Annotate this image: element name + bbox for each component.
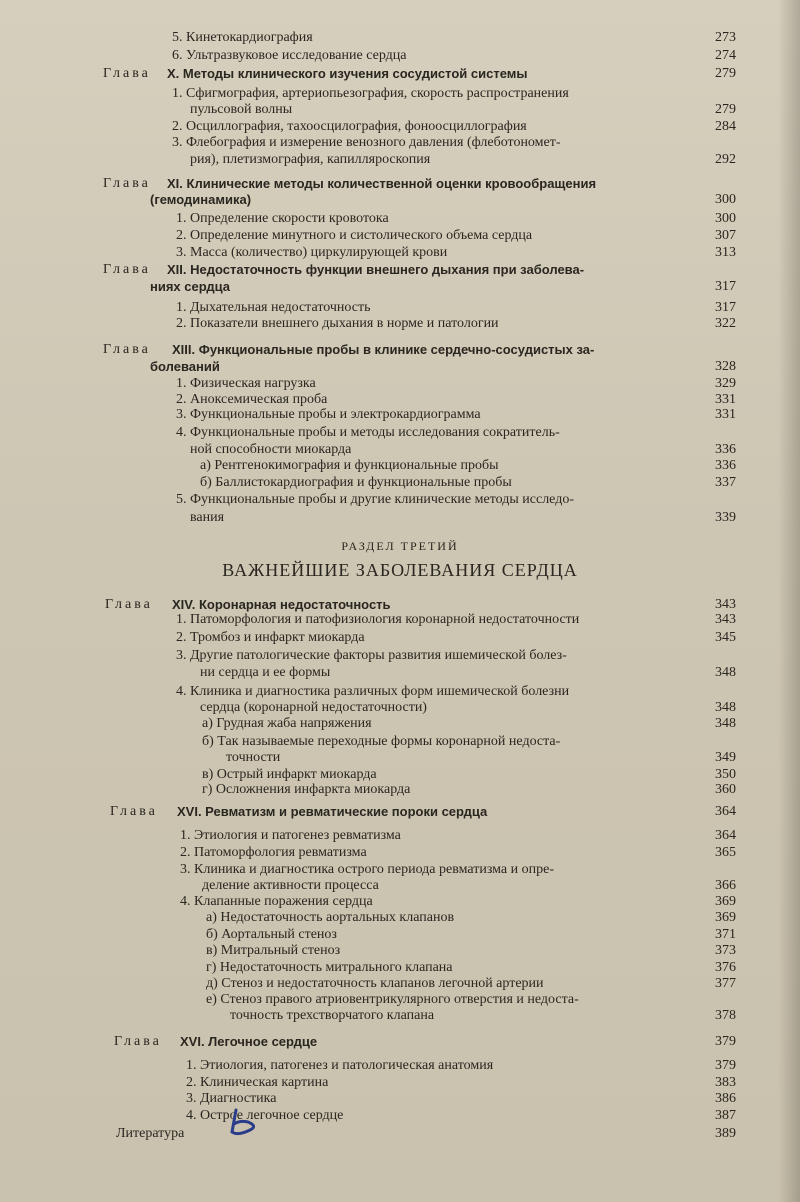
toc-line-text: рия), плетизмография, капилляроскопия: [190, 152, 431, 167]
toc-line-text: деление активности процесса: [202, 878, 379, 893]
toc-line-text: 1. Определение скорости кровотока: [176, 211, 389, 226]
toc-line-text: в) Митральный стеноз: [206, 943, 341, 958]
toc-line-text: а) Рентгенокимография и функциональные пробы: [200, 458, 499, 473]
toc-chapter-lead: Глава: [103, 262, 151, 277]
section-title: ВАЖНЕЙШИЕ ЗАБОЛЕВАНИЯ СЕРДЦА: [222, 560, 578, 580]
toc-line-text: б) Баллистокардиография и функциональные пробы: [200, 475, 512, 490]
toc-line-page: 386: [715, 1091, 736, 1106]
ink-mark-icon: [228, 1108, 268, 1138]
toc-line-text: 6. Ультразвуковое исследование сердца: [172, 48, 407, 63]
toc-chapter-title: XII. Недостаточность функции внешнего дыхания при заболева-: [167, 262, 585, 277]
toc-line-page: 343: [715, 597, 736, 612]
toc-chapter-lead: Глава: [105, 597, 153, 612]
toc-line-page: 339: [715, 510, 736, 525]
toc-line-page: 307: [715, 228, 736, 243]
toc-line-text: 1. Этиология, патогенез и патологическая анатомия: [186, 1058, 494, 1073]
toc-line-text: 3. Масса (количество) циркулирующей крови: [176, 245, 448, 260]
toc-line-page: 300: [715, 192, 736, 207]
toc-line-page: 331: [715, 407, 736, 422]
toc-line-page: 279: [715, 102, 736, 117]
toc-chapter-title: XIII. Функциональные пробы в клинике сердечно-сосудистых за-: [172, 342, 595, 357]
toc-line-page: 389: [715, 1126, 736, 1141]
toc-line-page: 274: [715, 48, 736, 63]
toc-line-text: 2. Осциллография, тахоосцилография, фоноосциллография: [172, 119, 527, 134]
toc-line-page: 313: [715, 245, 736, 260]
toc-line-page: 345: [715, 630, 736, 645]
toc-line-page: 343: [715, 612, 736, 627]
toc-line-page: 284: [715, 119, 736, 134]
toc-line-text: 1. Этиология и патогенез ревматизма: [180, 828, 401, 843]
toc-line-text: 1. Патоморфология и патофизиология коронарной недостаточности: [176, 612, 580, 627]
toc-line-page: 336: [715, 442, 736, 457]
toc-line-text: 3. Клиника и диагностика острого периода ревматизма и опре-: [180, 862, 554, 877]
toc-line-page: 349: [715, 750, 736, 765]
toc-chapter-lead: Глава: [103, 176, 151, 191]
toc-line-page: 348: [715, 665, 736, 680]
toc-line-text: сердца (коронарной недостаточности): [200, 700, 427, 715]
toc-line-page: 369: [715, 910, 736, 925]
toc-line-text: б) Аортальный стеноз: [206, 927, 337, 942]
toc-line-text: 2. Тромбоз и инфаркт миокарда: [176, 630, 365, 645]
toc-line-text: 2. Показатели внешнего дыхания в норме и патологии: [176, 316, 499, 331]
toc-line-text: ниях сердца: [150, 279, 230, 294]
section-label: РАЗДЕЛ ТРЕТИЙ: [341, 539, 459, 553]
toc-line-page: 273: [715, 30, 736, 45]
toc-line-text: 3. Диагностика: [186, 1091, 277, 1106]
toc-line-text: ной способности миокарда: [190, 442, 352, 457]
toc-chapter-title: XVI. Легочное сердце: [180, 1034, 318, 1049]
toc-line-page: 364: [715, 828, 736, 843]
toc-line-text: 5. Функциональные пробы и другие клинические методы исследо-: [176, 492, 574, 507]
toc-line-page: 317: [715, 279, 736, 294]
toc-line-text: 1. Дыхательная недостаточность: [176, 300, 371, 315]
toc-line-text: 1. Сфигмография, артериопьезография, скорость распространения: [172, 86, 569, 101]
toc-line-text: е) Стеноз правого атриовентрикулярного отверстия и недоста-: [206, 992, 579, 1007]
toc-line-text: д) Стеноз и недостаточность клапанов легочной артерии: [206, 976, 544, 991]
toc-line-page: 331: [715, 392, 736, 407]
toc-chapter-lead: Глава: [103, 66, 151, 81]
toc-line-page: 365: [715, 845, 736, 860]
toc-line-page: 369: [715, 894, 736, 909]
toc-line-page: 379: [715, 1058, 736, 1073]
toc-line-page: 364: [715, 804, 736, 819]
toc-line-text: точность трехстворчатого клапана: [230, 1008, 435, 1023]
toc-line-text: 4. Клапанные поражения сердца: [180, 894, 373, 909]
toc-line-text: б) Так называемые переходные формы коронарной недоста-: [202, 734, 561, 749]
toc-line-text: 1. Физическая нагрузка: [176, 376, 316, 391]
toc-line-page: 348: [715, 700, 736, 715]
toc-line-text: а) Грудная жаба напряжения: [202, 716, 372, 731]
toc-line-text: а) Недостаточность аортальных клапанов: [206, 910, 455, 925]
toc-chapter-title: X. Методы клинического изучения сосудистой системы: [167, 66, 528, 81]
toc-line-page: 376: [715, 960, 736, 975]
toc-chapter-title: XIV. Коронарная недостаточность: [172, 597, 391, 612]
toc-line-text: 4. Клиника и диагностика различных форм ишемической болезни: [176, 684, 570, 699]
toc-chapter-title: XVI. Ревматизм и ревматические пороки сердца: [177, 804, 488, 819]
toc-line-page: 350: [715, 767, 736, 782]
toc-line-page: 292: [715, 152, 736, 167]
toc-line-page: 328: [715, 359, 736, 374]
toc-line-text: Литература: [116, 1126, 185, 1141]
toc-line-text: точности: [226, 750, 281, 765]
toc-line-text: ни сердца и ее формы: [200, 665, 331, 680]
toc-line-page: 387: [715, 1108, 736, 1123]
toc-chapter-lead: Глава: [110, 804, 158, 819]
toc-line-text: пульсовой волны: [190, 102, 293, 117]
toc-chapter-title: XI. Клинические методы количественной оценки кровообращения: [167, 176, 597, 191]
toc-line-text: в) Острый инфаркт миокарда: [202, 767, 377, 782]
toc-line-page: 373: [715, 943, 736, 958]
toc-chapter-lead: Глава: [103, 342, 151, 357]
toc-line-text: 2. Патоморфология ревматизма: [180, 845, 367, 860]
toc-line-text: 2. Клиническая картина: [186, 1075, 329, 1090]
toc-line-page: 383: [715, 1075, 736, 1090]
toc-line-text: г) Недостаточность митрального клапана: [206, 960, 453, 975]
toc-line-text: 5. Кинетокардиография: [172, 30, 313, 45]
toc-line-text: 4. Острое легочное сердце: [186, 1108, 344, 1123]
toc-line-text: 2. Аноксемическая проба: [176, 392, 328, 407]
toc-line-page: 377: [715, 976, 736, 991]
toc-line-page: 348: [715, 716, 736, 731]
toc-line-page: 378: [715, 1008, 736, 1023]
toc-line-page: 336: [715, 458, 736, 473]
toc-line-page: 279: [715, 66, 736, 81]
toc-chapter-lead: Глава: [114, 1034, 162, 1049]
toc-line-page: 379: [715, 1034, 736, 1049]
toc-line-text: 3. Флебография и измерение венозного давления (флеботономет-: [172, 135, 561, 150]
toc-line-text: 4. Функциональные пробы и методы исследования сократитель-: [176, 425, 560, 440]
toc-line-text: (гемодинамика): [150, 192, 252, 207]
toc-line-text: 2. Определение минутного и систолического объема сердца: [176, 228, 533, 243]
toc-line-text: вания: [190, 510, 225, 525]
toc-line-text: 3. Функциональные пробы и электрокардиограмма: [176, 407, 481, 422]
toc-line-text: г) Осложнения инфаркта миокарда: [202, 782, 411, 797]
toc-line-page: 329: [715, 376, 736, 391]
toc-line-page: 317: [715, 300, 736, 315]
toc-line-page: 300: [715, 211, 736, 226]
toc-line-text: 3. Другие патологические факторы развития ишемической болез-: [176, 648, 567, 663]
toc-line-page: 360: [715, 782, 736, 797]
toc-line-page: 366: [715, 878, 736, 893]
toc-line-text: болеваний: [150, 359, 220, 374]
toc-line-page: 322: [715, 316, 736, 331]
toc-line-page: 371: [715, 927, 736, 942]
toc-line-page: 337: [715, 475, 736, 490]
